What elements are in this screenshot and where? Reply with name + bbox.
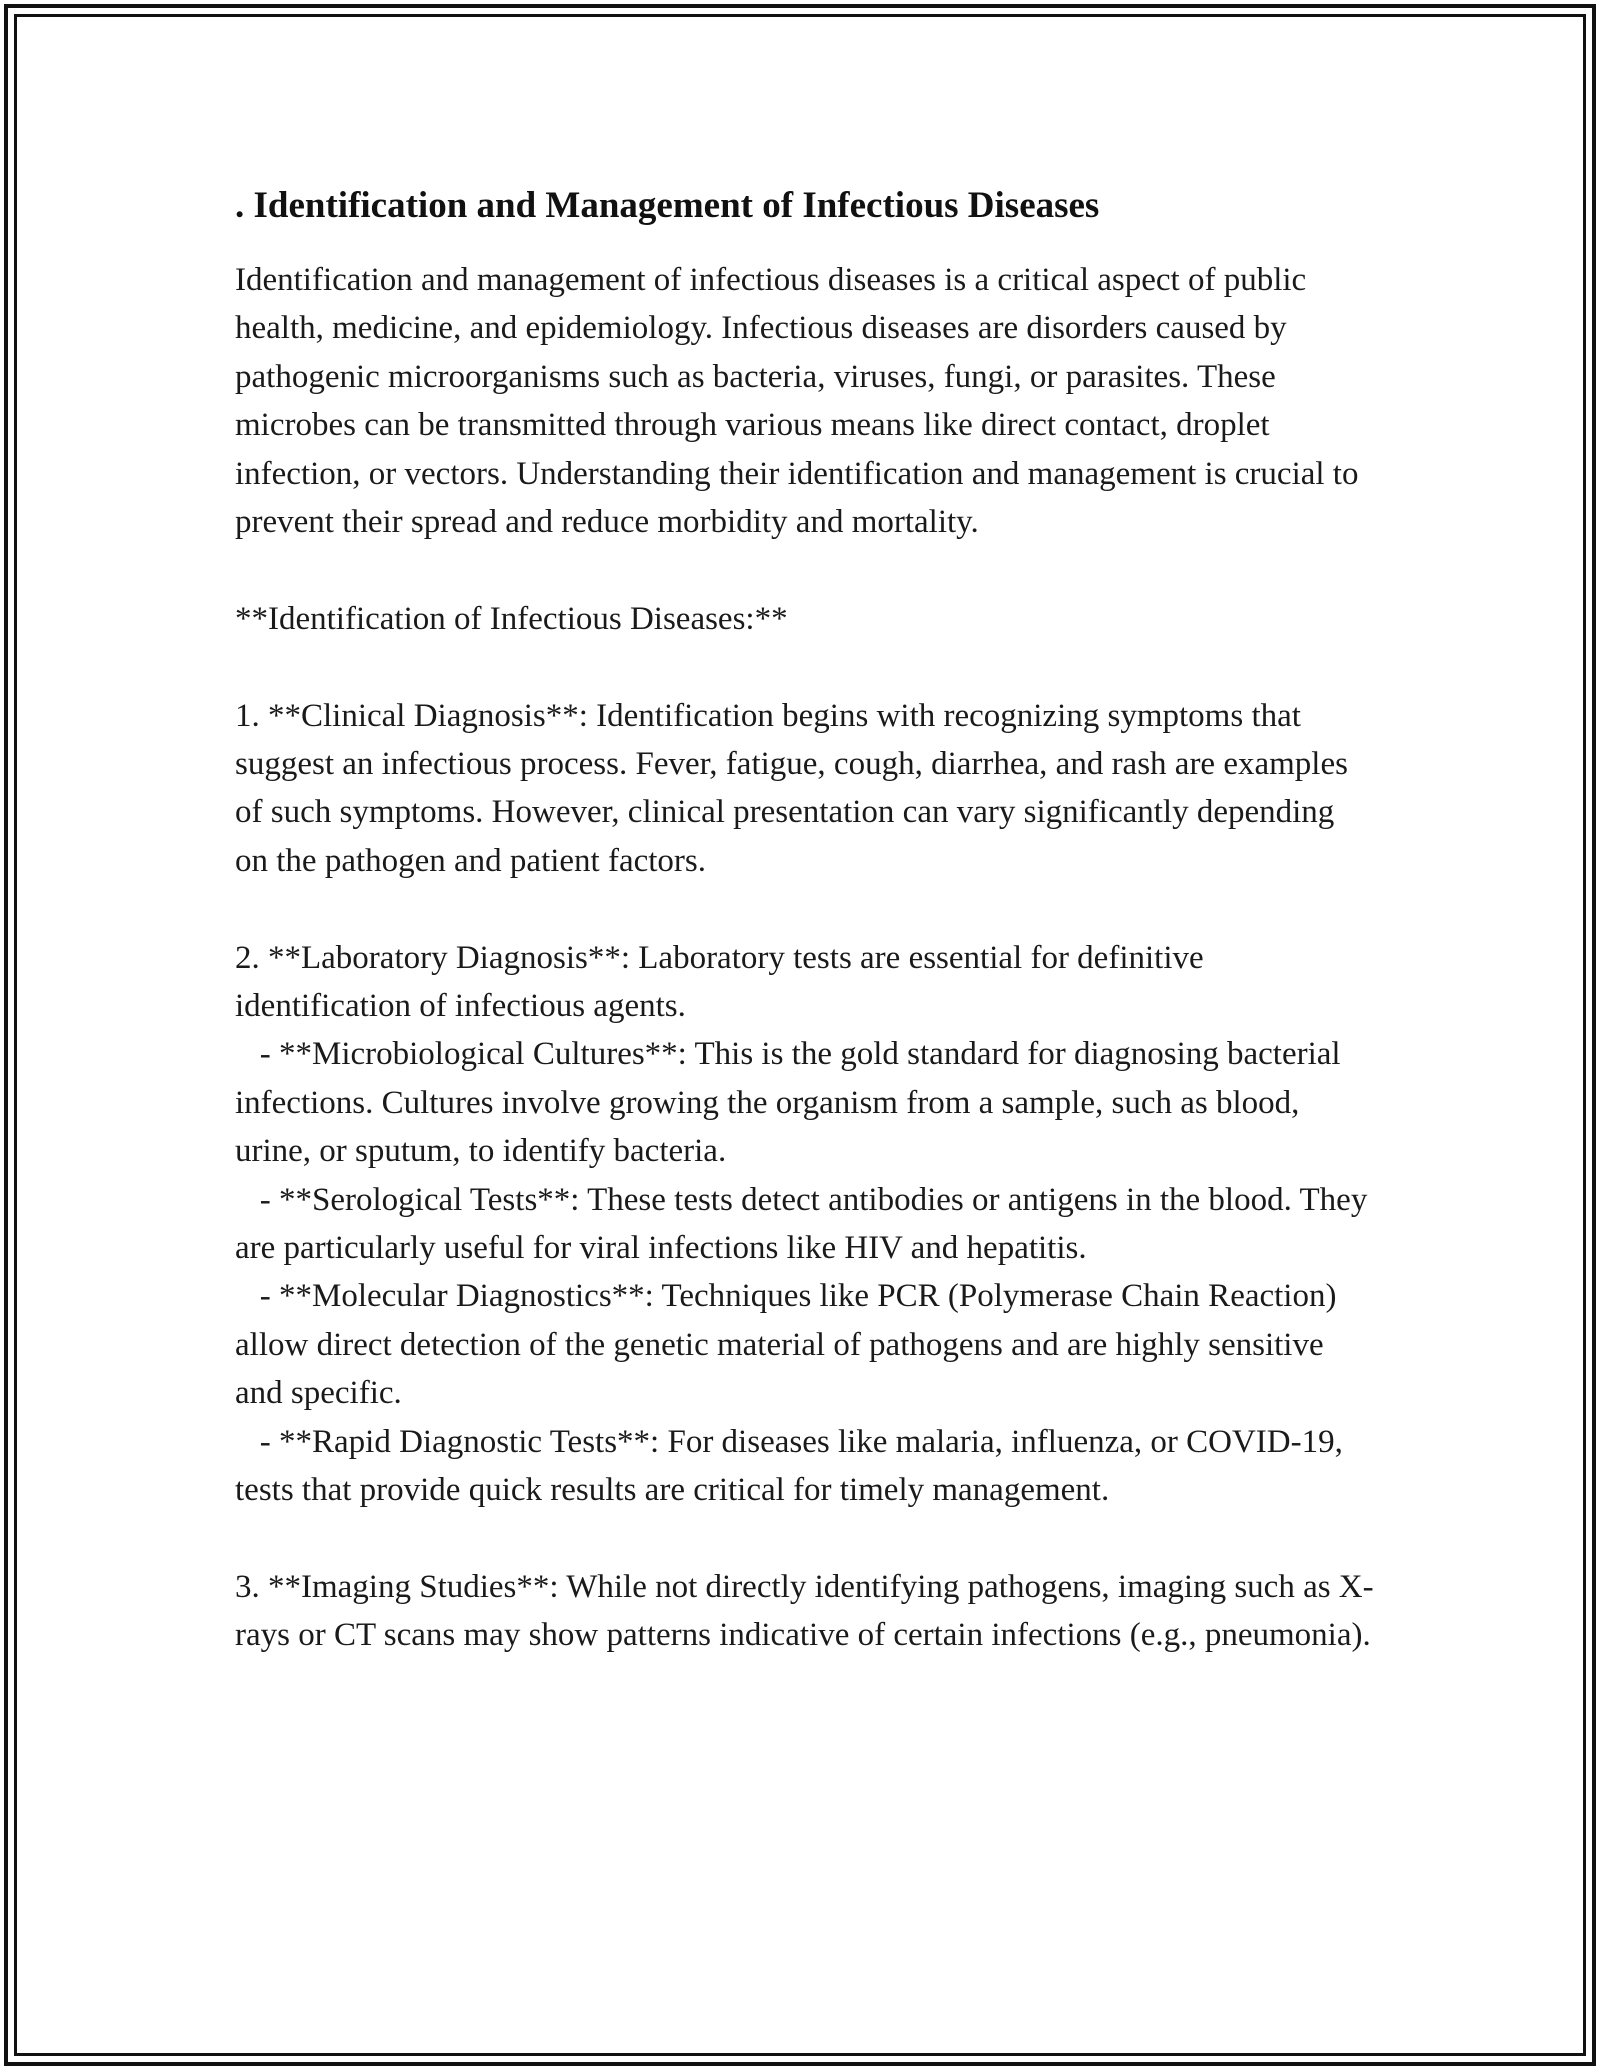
paragraph-gap	[235, 643, 1375, 691]
paragraph-gap	[235, 546, 1375, 594]
document-body	[235, 184, 1375, 1660]
section-heading: **Identification of Infectious Diseases:**	[235, 600, 788, 637]
list-item-laboratory-diagnosis: 2. **Laboratory Diagnosis**: Laboratory tests are essential for definitive identification of infectious agents.	[235, 939, 1212, 1025]
sub-item-molecular-diagnostics: - **Molecular Diagnostics**: Techniques like PCR (Polymerase Chain Reaction) allow direct detection of the genetic material of pathogens and are highly sensitive and specific.	[235, 1278, 1345, 1412]
sub-item-rapid-diagnostic-tests: - **Rapid Diagnostic Tests**: For diseases like malaria, influenza, or COVID-19, tests that provide quick results are critical for timely management.	[235, 1423, 1352, 1509]
paragraph-gap	[235, 885, 1375, 933]
intro-paragraph: Identification and management of infectious diseases is a critical aspect of public health, medicine, and epidemiology. Infectious diseases are disorders caused by pathogenic microorganisms such as bacteria, viruses, fungi, or parasites. These microbes can be transmitted through various means like direct contact, droplet infection, or vectors. Understanding their identification and management is crucial to prevent their spread and reduce morbidity and mortality.	[235, 262, 1367, 541]
document-title: . Identification and Management of Infectious Diseases	[235, 185, 1100, 226]
list-item-clinical-diagnosis: 1. **Clinical Diagnosis**: Identification begins with recognizing symptoms that suggest an infectious process. Fever, fatigue, cough, diarrhea, and rash are examples of such symptoms. However, clinical presentation can vary significantly depending on the pathogen and patient factors.	[235, 697, 1357, 879]
sub-item-serological-tests: - **Serological Tests**: These tests detect antibodies or antigens in the blood. They are particularly useful for viral infections like HIV and hepatitis.	[235, 1181, 1376, 1267]
list-item-imaging-studies: 3. **Imaging Studies**: While not directly identifying pathogens, imaging such as X-rays or CT scans may show patterns indicative of certain infections (e.g., pneumonia).	[235, 1568, 1374, 1654]
paragraph-gap	[235, 1515, 1375, 1563]
sub-item-microbiological-cultures: - **Microbiological Cultures**: This is the gold standard for diagnosing bacterial infections. Cultures involve growing the organism from a sample, such as blood, urine, or sputum, to identify bacteria.	[235, 1036, 1349, 1170]
